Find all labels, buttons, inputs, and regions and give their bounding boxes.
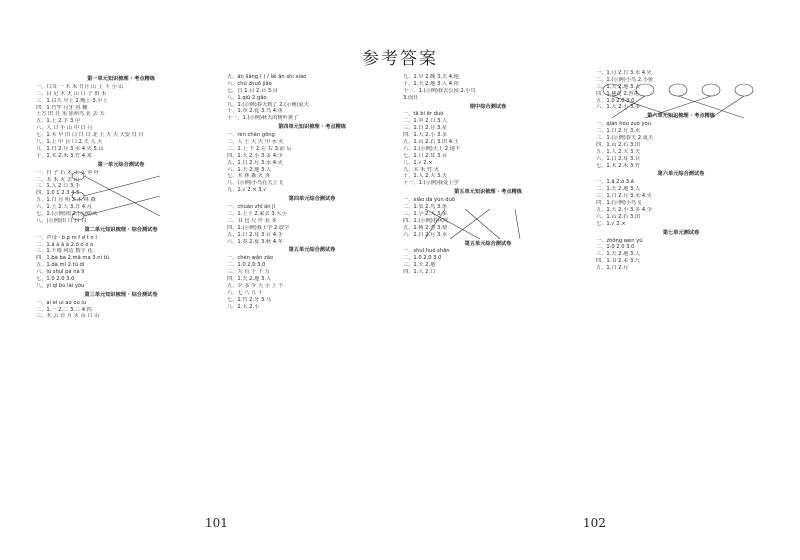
answer-line: 三、1.天 2.地 3.人 bbox=[596, 83, 641, 90]
answer-line: 八、yì qǐ bù lái yǒu bbox=[36, 282, 85, 289]
answer-line: 六、1.山 2.石 3.田 bbox=[596, 213, 641, 220]
answer-line: 六、人 口 手 山 中 日 月 bbox=[36, 125, 93, 132]
answer-line: 五、1.桃 2.杏 3.梨 bbox=[403, 224, 448, 231]
section-heading: 第七单元测试卷 bbox=[662, 229, 700, 236]
answer-line: 七、木 林 森 火 炎 bbox=[227, 173, 270, 180]
answer-line: 四、1.竹竿 月牙 谷 穗 bbox=[36, 104, 88, 111]
answer-line: 一、1.月 2.日 3.水 4.火 bbox=[596, 70, 652, 76]
answer-line: 十一、1.(示例)我爱上学 bbox=[403, 180, 459, 187]
answer-column-2 bbox=[227, 74, 397, 310]
answer-line: 二、木 禾 火 去 山 bbox=[36, 176, 79, 183]
answer-line: 五、1.日 月 明 2.木 林 森 bbox=[36, 197, 96, 204]
answer-line: 五、1.0 2.0 3.0 bbox=[596, 97, 635, 104]
answer-line: 八、1.上 中 目 口 2.天 人 大 bbox=[36, 139, 103, 146]
diagram-link bbox=[84, 176, 160, 196]
answer-line: 七、1.木 2.禾 3.竹 bbox=[596, 162, 641, 169]
answer-line: 六、1.口 2.耳 3.目 bbox=[596, 155, 641, 162]
answer-line: 九、木 禾 竹 火 bbox=[403, 166, 440, 173]
answer-line: 五、1.日 2.月 3.水 4.火 bbox=[227, 159, 283, 166]
answer-line: 三、1.人 2.口 3.手 bbox=[36, 183, 81, 190]
section-heading: 第二单元知识梳理 · 综合测试卷 bbox=[84, 226, 158, 233]
diagram-link bbox=[515, 209, 520, 239]
section-heading: 第一单元综合测试卷 bbox=[97, 161, 145, 168]
answer-line: 三、1.日 2.月 3.水 4.火 bbox=[596, 193, 652, 200]
answer-line: 三、木 云 日 月 火 山 口 山 bbox=[36, 313, 100, 320]
answer-line: 三、1.天 2.地 3.人 bbox=[596, 251, 641, 258]
answer-line: 一、xiǎo dà yún duō bbox=[403, 197, 456, 204]
answer-line: 一、chén wǎn zǎo bbox=[227, 255, 274, 262]
section-heading: 第一单元知识梳理 · 考点精练 bbox=[87, 76, 155, 82]
answer-line: 六、1.天 2.地 3.人 bbox=[227, 166, 272, 173]
answer-line: 四、1.(示例)小鸟飞 bbox=[596, 200, 642, 207]
answer-line: 九、1.早 2.晚 3.天 4.地 bbox=[403, 74, 459, 80]
answer-line: 一、声母 · b p m f d t n l bbox=[36, 234, 97, 241]
matching-diagram-2 bbox=[420, 205, 530, 243]
answer-line: 八、(示例)小鸟在天上飞 bbox=[227, 180, 283, 187]
answer-line: 二、1.(示例)小鸟 2.小鱼 bbox=[596, 76, 654, 83]
diagram-link bbox=[645, 96, 711, 118]
answer-line: 上方 田 日 禾 加州鸟 北 去 天 bbox=[36, 111, 105, 118]
answer-line: 四、1.桃花 2.杏花 bbox=[596, 90, 639, 97]
answer-line: 四、1.bà ba 2.mā ma 3.ní tǔ bbox=[36, 255, 109, 262]
answer-line: 九、1.√ 2.× 3.√ bbox=[227, 187, 267, 194]
section-heading: 期中综合测试卷 bbox=[469, 103, 507, 110]
answer-line: 六、1.(示例)天上 2.地下 bbox=[403, 145, 461, 152]
section-heading: 第四单元综合测试卷 bbox=[288, 196, 336, 203]
diagram-node bbox=[72, 212, 84, 220]
answer-line: 四、1.大 2.小 3.多 4.少 bbox=[227, 152, 283, 159]
matching-diagram-3 bbox=[600, 80, 760, 122]
diagram-link bbox=[711, 96, 744, 118]
answer-line: 二、1.天 2.地 3.人 bbox=[596, 186, 641, 193]
answer-line: 七、1.口 2.耳 3.目 bbox=[403, 152, 448, 159]
answer-line: 五、1.口 2.耳 3.目 4.手 bbox=[227, 231, 283, 238]
answer-line: 二、目 足 木 火 山 口 子 田 禾 bbox=[36, 90, 107, 97]
section-heading: 第五单元综合测试卷 bbox=[464, 240, 512, 247]
diagram-node bbox=[669, 84, 687, 96]
answer-line: 二、人 土 大 天 中 水 火 bbox=[227, 139, 284, 146]
answer-line: 一、zhōng wén yǔ bbox=[596, 237, 643, 244]
section-heading: 第六单元综合测试卷 bbox=[657, 171, 705, 178]
diagram-link bbox=[425, 209, 445, 239]
answer-line: 三、1.下雨 河边 数字 花 bbox=[36, 248, 93, 255]
answer-line: 八、1.大 2.小 bbox=[227, 303, 260, 310]
diagram-link bbox=[425, 209, 480, 239]
answer-line: 四、1.天 2.地 3.人 bbox=[227, 275, 272, 282]
answer-line: 二、1.一 2.二 3.三 4.四 bbox=[36, 306, 92, 313]
diagram-link bbox=[678, 96, 744, 118]
answer-line: 二、1.虫 2.鸟 3.鱼 bbox=[403, 204, 448, 211]
answer-line: 一、口耳 一 木 禾 日月 山 上 下 小 山 bbox=[36, 83, 124, 90]
answer-line: 十一、1.(示例)我去公园 2.小鸟 bbox=[403, 87, 476, 94]
page-number-left: 101 bbox=[205, 516, 228, 530]
answer-line: 七、日 1.目 2.目 3.目 bbox=[227, 87, 278, 94]
answer-line: 二、1.0 2.0 3.0 bbox=[596, 244, 635, 251]
answer-line: 八、1.√ 2.× bbox=[403, 159, 433, 166]
answer-line: 三、1.小 2.大 3.多 bbox=[403, 210, 448, 217]
diagram-link bbox=[612, 96, 678, 118]
answer-line: 二、1.上下 2.来去 3.大小 bbox=[227, 210, 287, 217]
answer-line: 一、rén chǎn gōng bbox=[227, 132, 275, 139]
answer-line: 一、shuǐ huǒ shān bbox=[403, 248, 450, 255]
matching-diagram-1 bbox=[70, 168, 190, 226]
answer-line: 一、日 子 石 木 上 头 中 叶 bbox=[36, 169, 100, 176]
answer-line: 七、1.木 早 旧 白 日 日 北 土 天 天 天安 日 日 bbox=[36, 132, 144, 139]
answer-line: 六、1.大 2.小 3.多 bbox=[596, 104, 641, 111]
answer-line: 三、1.白天 早上 2.晚上 3.早上 bbox=[36, 97, 108, 104]
diagram-node bbox=[636, 84, 654, 96]
answer-line: 四、1.大 2.小 3.多 bbox=[403, 132, 448, 139]
diagram-node bbox=[72, 172, 84, 180]
answer-line: 二、1.ā á ǎ à 2.ō ó ǒ ò bbox=[36, 241, 94, 248]
answer-line: 三、1.上 下 2.左 右 3.前 后 bbox=[227, 145, 292, 152]
answer-line: 八、1.qiū 2.gāo bbox=[227, 94, 267, 101]
section-heading: 第五单元综合测试卷 bbox=[288, 247, 336, 254]
answer-line: 一、chuán zhī ān jī bbox=[227, 204, 276, 211]
answer-line: 十、1.草 2.花 3.鸟 4.鱼 bbox=[227, 108, 283, 115]
answer-line: 八、(示例)田 日 目 口 bbox=[36, 217, 87, 224]
section-heading: 第五单元知识梳理 · 考点精练 bbox=[454, 189, 522, 196]
answer-line: 六、1.日 2.月 3.水 bbox=[403, 231, 448, 238]
answer-line: 六、七 八 九 十 bbox=[227, 289, 264, 296]
answer-line: 七、1.竹 2.牙 3.马 bbox=[227, 296, 272, 303]
answer-line: 二、1.0 2.0 3.0 bbox=[403, 255, 442, 262]
answer-line: 七、1.0 2.0 3.0 bbox=[36, 275, 75, 282]
answer-line: 七、1.(示例)雨 2.(示例)风 bbox=[36, 210, 98, 217]
answer-line: 五、ān liǎng ( ) / lǎi ān shì xiào bbox=[227, 74, 307, 80]
answer-line: 三、九 百 千 十 万 bbox=[227, 269, 270, 276]
answer-line: 五、1.山 2.石 3.田 4.土 bbox=[403, 139, 459, 146]
diagram-link bbox=[84, 176, 160, 216]
answer-line: 五、1.大 2.小 3.多 4.少 bbox=[596, 206, 652, 213]
answer-line: 一、tā bí ěr duǒ bbox=[403, 111, 444, 118]
answer-line: 四、1.0 1 2 3 4 5 bbox=[36, 190, 80, 197]
answer-line: 三、书 包 尺 作 业 本 bbox=[227, 217, 277, 224]
answer-line: 四、1.山 2.石 3.田 bbox=[596, 141, 641, 148]
section-heading: 第三单元知识梳理 · 综合测试卷 bbox=[84, 291, 158, 298]
answer-line: 二、1.中 2.口 3.人 bbox=[403, 118, 448, 125]
page-title: 参考答案 bbox=[362, 49, 438, 69]
answer-line: 五、1.日 2.月 bbox=[596, 265, 629, 272]
answer-line: 四、1.(示例)春风吹 bbox=[403, 217, 449, 224]
answer-line: 二、1.0 2.0 3.0 bbox=[227, 262, 266, 269]
answer-line: 一、qián hòu zuǒ yòu bbox=[596, 121, 651, 128]
answer-line: 一、1.ā 2.ó 3.ě bbox=[596, 179, 635, 186]
answer-line: 十、1.天 2.地 3.人 4.你 bbox=[403, 80, 459, 87]
answer-line: 一、ai ei ui ao ou iu bbox=[36, 299, 87, 306]
answer-line: 五、夕 多 少 大 小 上 下 bbox=[227, 282, 284, 289]
answer-line: 四、1.人 2.口 bbox=[403, 269, 436, 276]
answer-line: 四、1.(示例)我上学 2.放学 bbox=[227, 224, 290, 231]
diagram-node bbox=[702, 84, 720, 96]
diagram-node bbox=[735, 84, 753, 96]
answer-line: 十、1.人 2.大 3.天 bbox=[403, 173, 448, 180]
answer-line: 三、1.天 2.地 bbox=[403, 262, 436, 269]
answer-line: 六、1.土 2.人 3.日 4.月 bbox=[36, 204, 92, 211]
answer-line: 六、1.春 2.夏 3.秋 4.冬 bbox=[227, 238, 283, 245]
diagram-node bbox=[72, 192, 84, 200]
answer-line: 九、1.日 2.月 3.水 4.火 5.山 bbox=[36, 145, 104, 152]
answer-line: 九、1.(示例)春天到了 2.(示例)夏天 bbox=[227, 101, 309, 108]
answer-line: 五、1.上 2.下 3.中 bbox=[36, 118, 81, 125]
answer-line: 3.而且 bbox=[403, 94, 419, 101]
page-number-right: 102 bbox=[583, 516, 606, 530]
answer-line: 六、chū zhuō jiǎo bbox=[227, 80, 272, 87]
answer-line: 五、1.人 2.大 3.天 bbox=[596, 148, 641, 155]
section-heading: 第四单元知识梳理 · 考点精练 bbox=[278, 124, 346, 131]
answer-line: 二、1.日 2.月 3.水 bbox=[596, 128, 641, 135]
answer-line: 三、1.日 2.月 3.星 bbox=[403, 125, 448, 132]
answer-line: 七、1.√ 2.× bbox=[596, 220, 626, 227]
diagram-link bbox=[612, 96, 645, 118]
answer-line: 十一、1.(示例)秋天的树叶黄了 bbox=[227, 115, 299, 122]
answer-line: 六、lù shuǐ pà nà lǐ bbox=[36, 269, 85, 276]
diagram-link bbox=[84, 196, 160, 216]
answer-line: 三、1.(示例)春天 2.夏天 bbox=[596, 135, 654, 142]
section-heading: 第六单元知识梳理 · 考点精练 bbox=[647, 113, 715, 120]
answer-line: 四、1.书 2.本 3.尺 bbox=[596, 258, 641, 265]
answer-column-3 bbox=[403, 74, 573, 276]
diagram-node bbox=[603, 84, 621, 96]
answer-line: 十、1.木 2.禾 3.竹 4.米 bbox=[36, 152, 92, 159]
answer-line: 五、1.dà mǐ 2.tǔ dì bbox=[36, 262, 85, 269]
